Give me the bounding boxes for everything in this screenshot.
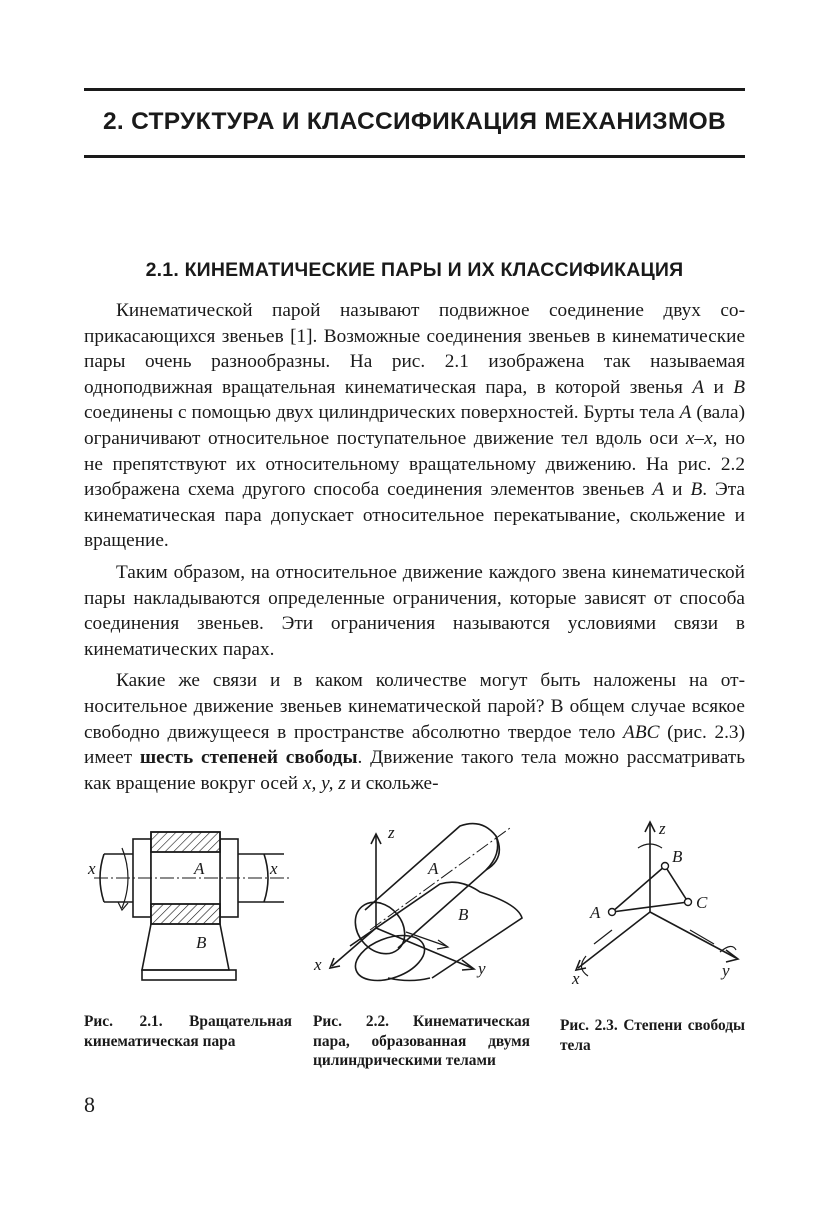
text-run: , но не препятствуют их относительному вращательному движению. На рис. 2.2 изображена схема другого способа соединения элементов звеньев xyxy=(84,427,745,501)
label-a: A xyxy=(428,859,439,878)
label-x: x xyxy=(572,969,580,988)
label-b: B xyxy=(458,905,469,924)
text-run: . Движение такого тела можно рассматривать как вращение вокруг осей xyxy=(84,747,745,794)
text-run: Какие же связи и в каком количестве могут быть наложены на относительное движение звеньев кинематической парой? В общем случае всякое свободно движущееся в пространстве абсолютно твердое тело xyxy=(84,670,745,743)
rigid-body-drawing xyxy=(560,818,746,988)
page-number: 8 xyxy=(84,1092,95,1117)
paragraph xyxy=(84,668,745,796)
text-run: Таким образом, на относительное движение каждого звена кинематической пары накладываются определенные ограничения, которые зависят от способа соединения звеньев. Эти ограничения называются условиями связи в кинематических парах. xyxy=(84,561,745,660)
label-c: C xyxy=(696,893,708,912)
text-run: и xyxy=(664,479,691,501)
text-run: . Эта кинематическая пара допускает относительное перекатывание, скольжение и вращение. xyxy=(84,479,745,552)
text-run: и скольже- xyxy=(345,772,439,794)
label-a: A xyxy=(194,859,205,878)
paragraph xyxy=(84,560,745,662)
text-run: (рис. 2.3) имеет xyxy=(84,721,745,769)
italic-term: ABC xyxy=(623,721,660,743)
text-run: и xyxy=(704,376,734,398)
italic-term: A xyxy=(652,479,665,501)
top-rule xyxy=(84,88,745,91)
italic-term: x–x xyxy=(685,427,713,449)
label-y: y xyxy=(722,961,730,980)
label-x-left: x xyxy=(88,859,96,878)
italic-term: A xyxy=(679,402,692,424)
label-z: z xyxy=(659,819,666,838)
bottom-rule xyxy=(84,155,745,158)
body-text xyxy=(84,298,745,802)
chapter-title: 2. СТРУКТУРА И КЛАССИФИКАЦИЯ МЕХАНИЗМОВ xyxy=(102,108,727,135)
text-run: (вала) ограничивают относительное поступательное движение тел вдоль оси xyxy=(84,402,745,449)
figure-2-1-caption: Рис. 2.1. Вращательная кинематическая пара xyxy=(84,1013,292,1050)
label-x-right: x xyxy=(270,859,278,878)
italic-term: B xyxy=(733,376,746,398)
italic-term: B xyxy=(690,479,703,501)
italic-term: x, y, z xyxy=(302,772,346,794)
figure-2-3 xyxy=(560,818,746,988)
label-z: z xyxy=(388,823,395,842)
figure-2-2-caption: Рис. 2.2. Кинематическая пара, образованная двумя цилиндрическими телами xyxy=(313,1013,530,1069)
italic-term: A xyxy=(692,376,705,398)
revolute-pair-drawing xyxy=(84,822,299,987)
section-title: 2.1. КИНЕМАТИЧЕСКИЕ ПАРЫ И ИХ КЛАССИФИКАЦИЯ xyxy=(145,259,684,281)
paragraph xyxy=(84,298,745,554)
label-b: B xyxy=(672,847,683,866)
text-run: Кинематической парой называют подвижное соединение двух соприкасающихся звеньев [1]. Возможные соединения звеньев в кинематические пары очень разнообразны. На рис. 2.1 изображена так называемая одноподвижная вращательная кинематическая пара, в которой звенья xyxy=(84,300,745,398)
label-x: x xyxy=(314,955,322,974)
figure-2-3-caption: Рис. 2.3. Степени свободы тела xyxy=(560,1017,745,1054)
cylinder-pair-drawing xyxy=(310,818,535,988)
label-b: B xyxy=(196,933,207,952)
text-run: соединены с помощью двух цилиндрических поверхностей. Бурты тела xyxy=(84,402,680,424)
figure-2-1 xyxy=(84,822,299,987)
figure-2-2 xyxy=(310,818,535,988)
bold-term: шесть степеней свободы xyxy=(139,747,358,769)
label-y: y xyxy=(478,959,486,978)
label-a: A xyxy=(590,903,601,922)
